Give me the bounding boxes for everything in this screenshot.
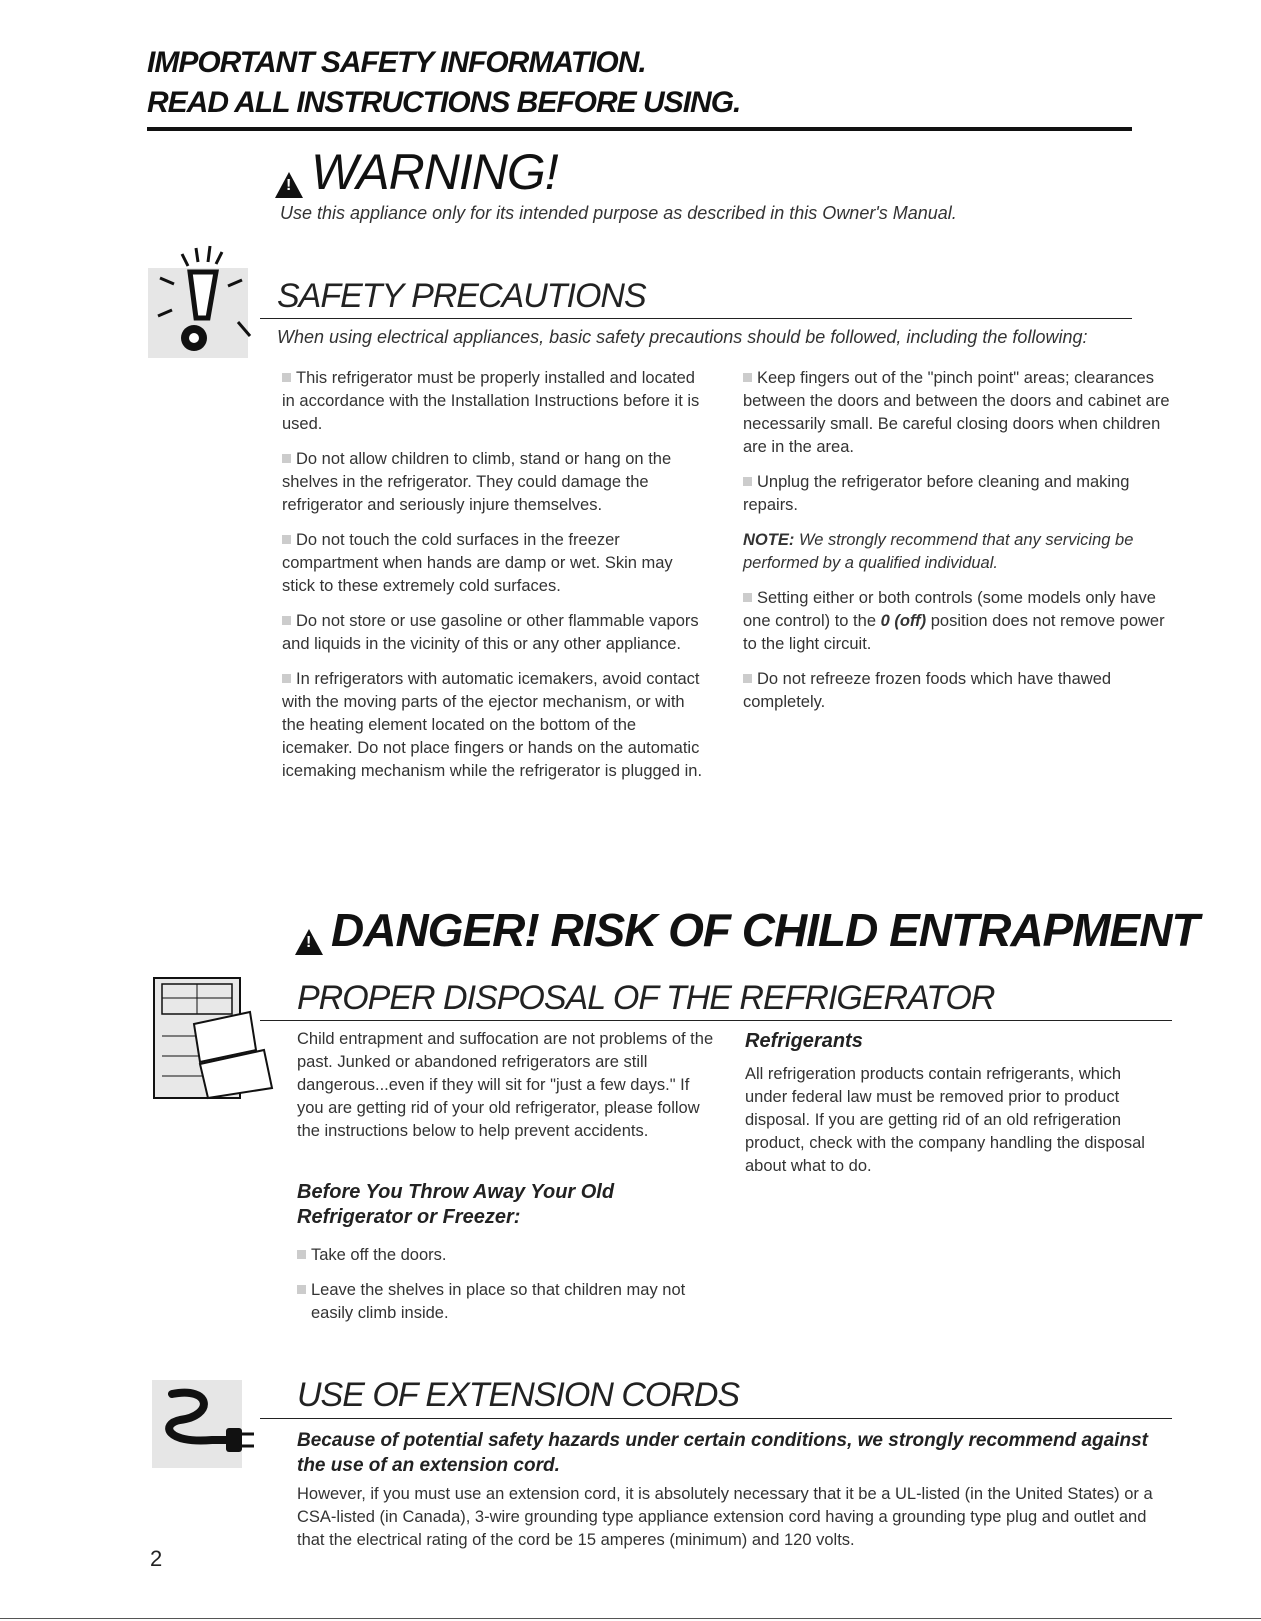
disposal-steps (297, 1244, 717, 1337)
note (743, 529, 1173, 575)
danger-heading (295, 903, 1199, 957)
warning-heading (275, 143, 558, 201)
header-rule (147, 127, 1132, 131)
list-item: Take off the doors. (297, 1244, 717, 1267)
bullet-icon (743, 674, 752, 683)
bullet-icon (297, 1285, 306, 1294)
danger-title: DANGER! RISK OF CHILD ENTRAPMENT (331, 904, 1199, 956)
extension-cord-icon (152, 1380, 242, 1468)
warning-triangle-icon (295, 929, 323, 955)
disposal-paragraph: Child entrapment and suffocation are not problems of the past. Junked or abandoned refrigerators are still dangerous...even if they will sit for "just a few days." If you are getting rid of your old refrigerator, please follow the instructions below to help prevent accidents. (297, 1030, 714, 1140)
warning-title: WARNING! (311, 144, 558, 200)
list-item: Unplug the refrigerator before cleaning and making repairs. (743, 473, 1130, 514)
list-item: Do not store or use gasoline or other flammable vapors and liquids in the vicinity of this or any other appliance. (282, 612, 699, 653)
extension-title: USE OF EXTENSION CORDS (297, 1376, 740, 1414)
bullet-icon (282, 373, 291, 382)
list-item: Keep fingers out of the "pinch point" areas; clearances between the doors and between the doors and cabinet are necessarily small. Be careful closing doors when children are in the area. (743, 369, 1170, 456)
bullet-icon (743, 477, 752, 486)
safety-right-column (743, 367, 1173, 726)
note-label: NOTE: (743, 531, 795, 549)
list-item: In refrigerators with automatic icemakers, avoid contact with the moving parts of the ejector mechanism, or with the heating element located on the bottom of the icemaker. Do not place fingers or hands on the automatic icemaking mechanism while the refrigerator is plugged in. (282, 670, 703, 780)
list-item: This refrigerator must be properly installed and located in accordance with the Installation Instructions before it is used. (282, 369, 700, 433)
safety-left-column (282, 367, 707, 795)
refrigerants-text: All refrigeration products contain refrigerants, which under federal law must be removed prior to product disposal. If you are getting rid of an old refrigeration product, check with the company handling the disposal about what to do. (745, 1065, 1145, 1175)
off-position-label: 0 (off) (880, 612, 927, 630)
bullet-icon (743, 593, 752, 602)
refrigerants-heading: Refrigerants (745, 1030, 863, 1052)
header-line-1: IMPORTANT SAFETY INFORMATION. (147, 46, 646, 79)
disposal-rule (260, 1020, 1172, 1021)
safety-title: SAFETY PRECAUTIONS (277, 277, 646, 315)
bullet-icon (282, 674, 291, 683)
refrigerator-icon (152, 976, 272, 1096)
extension-warning: Because of potential safety hazards under certain conditions, we strongly recommend against the use of an extension cord. (297, 1430, 1148, 1476)
bullet-icon (282, 535, 291, 544)
note-text: We strongly recommend that any servicing be performed by a qualified individual. (743, 531, 1134, 572)
bullet-icon (282, 454, 291, 463)
bullet-icon (282, 616, 291, 625)
extension-rule (260, 1418, 1172, 1419)
list-item: Do not refreeze frozen foods which have thawed completely. (743, 670, 1112, 711)
list-item: Do not allow children to climb, stand or hang on the shelves in the refrigerator. They could damage the refrigerator and seriously injure themselves. (282, 450, 672, 514)
safety-intro: When using electrical appliances, basic safety precautions should be followed, including the following: (277, 327, 1088, 347)
list-item: Setting either or both controls (some models only have one control) to the 0 (off) position does not remove power to the light circuit. (743, 589, 1165, 653)
bullet-icon (743, 373, 752, 382)
page-number: 2 (150, 1546, 163, 1571)
warning-subtitle: Use this appliance only for its intended purpose as described in this Owner's Manual. (280, 203, 957, 223)
safety-caution-icon (148, 268, 248, 358)
extension-body: However, if you must use an extension cord, it is absolutely necessary that it be a UL-listed (in the United States) or a CSA-listed (in Canada), 3-wire grounding type appliance extension cord having a grounding type plug and outlet and that the electrical rating of the cord be 15 amperes (minimum) and 120 volts. (297, 1485, 1153, 1549)
bullet-icon (297, 1250, 306, 1259)
disposal-title: PROPER DISPOSAL OF THE REFRIGERATOR (297, 979, 995, 1017)
before-throw-away-heading: Before You Throw Away Your Old Refrigerator or Freezer: (297, 1181, 615, 1228)
page-bottom-edge (0, 1618, 1261, 1619)
header-line-2: READ ALL INSTRUCTIONS BEFORE USING. (147, 86, 741, 119)
list-item: Leave the shelves in place so that children may not easily climb inside. (297, 1279, 717, 1325)
list-item: Do not touch the cold surfaces in the freezer compartment when hands are damp or wet. Skin may stick to these extremely cold surfaces. (282, 531, 673, 595)
warning-triangle-icon (275, 172, 303, 198)
safety-rule (260, 318, 1132, 319)
